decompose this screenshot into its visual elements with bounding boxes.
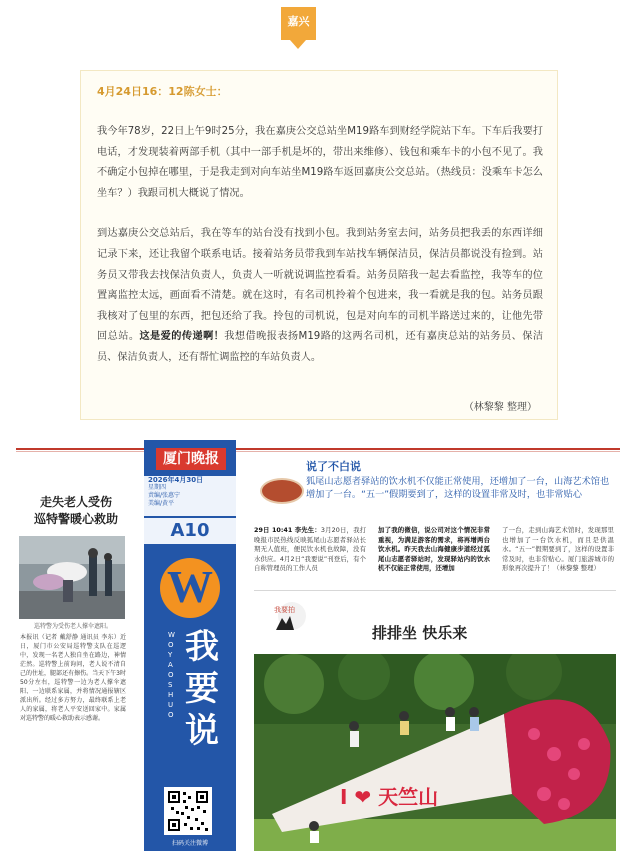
qr-code[interactable] <box>164 787 212 835</box>
article-col-1 <box>254 526 366 574</box>
photographer-icon <box>268 598 316 634</box>
right-column <box>248 440 620 851</box>
photo-feature-title: 排排坐 快乐来 <box>372 624 468 642</box>
left-photo-caption: 巡特警为受伤老人撑伞遮阳。 <box>33 623 112 630</box>
park-sign-photo <box>254 654 616 851</box>
issue-weekday: 星期四 <box>148 484 167 491</box>
category-tag <box>281 7 316 40</box>
left-article <box>16 484 128 851</box>
lead-text: 狐尾山志愿者驿站的饮水机不仅能正常使用，还增加了一台，山海艺术馆也增加了一台。“五一”假期要到了，这样的设置非常及时，也非常贴心 <box>306 476 610 500</box>
stamp-label: 我要拍 <box>274 606 295 614</box>
left-headline-line-1: 走失老人受伤 <box>39 495 112 509</box>
letter-highlight: 这是爱的传递啊！ <box>139 331 225 343</box>
left-article-text: 本报讯（记者 戴舒静 通讯员 李东）近日，厦门市公安局巡特警支队在巡逻中，发现一名老人独自坐在路边，神情茫然。巡特警上前询问，老人说不清自己的住址，腿部还有擦伤。当天下午3时50分左右，巡特警一边为老人撑伞遮阳、一边联系家属，并将情况通报辖区派出所。经过多方努力，最终联系上老人的家属，将老人平安送回家中。家属对巡特警的暖心救助表示感谢。 <box>20 634 126 722</box>
article-col-1-author: 29日 10:41 李先生： <box>254 526 321 534</box>
letter-signature: （林黎黎 整理） <box>463 402 537 413</box>
issue-date: 2026年4月30日 <box>148 476 204 484</box>
section-title-char-2: 要 <box>185 669 219 709</box>
article-col-3: 了一台，走到山海艺术馆时，发现那里也增加了一台饮水机，而且是供温水。“五一”假期要到了，这样的设置非常及时，也非常贴心。厦门旅游城市的形象再次提升了！（林黎黎 整理） <box>502 526 614 573</box>
section-heading: 说了不白说 <box>306 460 361 473</box>
park-sign-text: I ❤ 天竺山 <box>340 785 439 809</box>
article-col-2-text: 加了我的微信，说公司对这个情况非常重视，为满足游客的需求，将再增两台饮水机。昨天我去山海健康步道经过狐尾山志愿者驿站时，发现驿站内的饮水机不仅能正常使用，还增加 <box>378 526 490 573</box>
qr-code-icon <box>167 790 209 832</box>
section-title-char-1: 我 <box>185 627 219 667</box>
issue-editor: 责编/张惠宁 <box>148 492 181 499</box>
letter-paragraph-2c: 我想借晚报表扬M19路的这两名司机，还有嘉庚总站的站务员、保洁员、保洁负责人，还有帮忙调监控的车站负责人。 <box>97 331 544 363</box>
letter-paragraph-1: 我今年78岁，22日上午9时25分，我在嘉庚公交总站坐M19路车到财经学院站下车。下车后我要打电话，才发现装着两部手机（其中一部手机是坏的，带出来维修）、钱包和乘车卡的小包不见了。我不确定小包掉在哪里，于是我走到对向车站坐M19路车返回嘉庚公交总站。（热线员：没乘车卡怎么坐车？）我跟司机大概说了情况。 <box>97 126 543 199</box>
page-number: A10 <box>144 518 236 544</box>
section-title <box>182 626 222 752</box>
article-col-1-text: 3月20日，我打晚报市民热线反映狐尾山志愿者驿站长期无人值班，便民饮水机也故障，没有水供应。4月2日“我要说”刊登后，有个自称管理员的工作人员 <box>254 526 367 573</box>
category-tag-label: 嘉兴 <box>287 15 310 28</box>
left-headline <box>24 494 128 528</box>
issue-info <box>144 476 236 516</box>
police-umbrella-photo <box>19 536 125 619</box>
column-badge-icon <box>260 478 304 504</box>
masthead-column <box>144 440 236 851</box>
left-headline-line-2: 巡特警暖心救助 <box>33 512 118 526</box>
newspaper-logo: 厦门晚报 <box>156 448 226 470</box>
section-divider <box>254 590 616 591</box>
letter-paragraph-2a: 到达嘉庚公交总站后，我在等车的站台没有找到小包。我到站务室去问，站务员把我丢的东西详细记录下来，还让我留个联系电话。接着站务员带我到车站找车辆保洁员，保洁员都说没有捡到。站务员又带我去找保洁负责人，负责人一听就说调监控看看。站务员陪我一起去看监控，我等车的位置离监控太远，画面看不清楚。就在这时，有名司机拎着个包进来，我一看就是我的包。站务员跟我核对了包里的东西，把包还给了我。拎包的司机说，包是对向车的司机半路送过来的，让他先带回总站。 <box>97 228 543 343</box>
section-title-char-3: 说 <box>185 711 219 751</box>
stamp-logo <box>268 598 308 634</box>
section-logo-circle: W <box>160 558 220 618</box>
issue-designer: 美编/黄平 <box>148 500 175 507</box>
letter-header: 4月24日16：12陈女士： <box>97 85 228 98</box>
reader-letter <box>80 70 558 420</box>
section-pinyin: WOYAOSHUO <box>168 631 176 719</box>
qr-caption: 扫码关注微博 <box>171 840 208 847</box>
letter-paragraph-2 <box>97 224 543 368</box>
newspaper-page <box>16 440 620 851</box>
letter-body <box>97 122 543 389</box>
feature-photo <box>254 654 616 851</box>
article-col-2 <box>378 526 490 574</box>
left-photo <box>19 536 125 619</box>
